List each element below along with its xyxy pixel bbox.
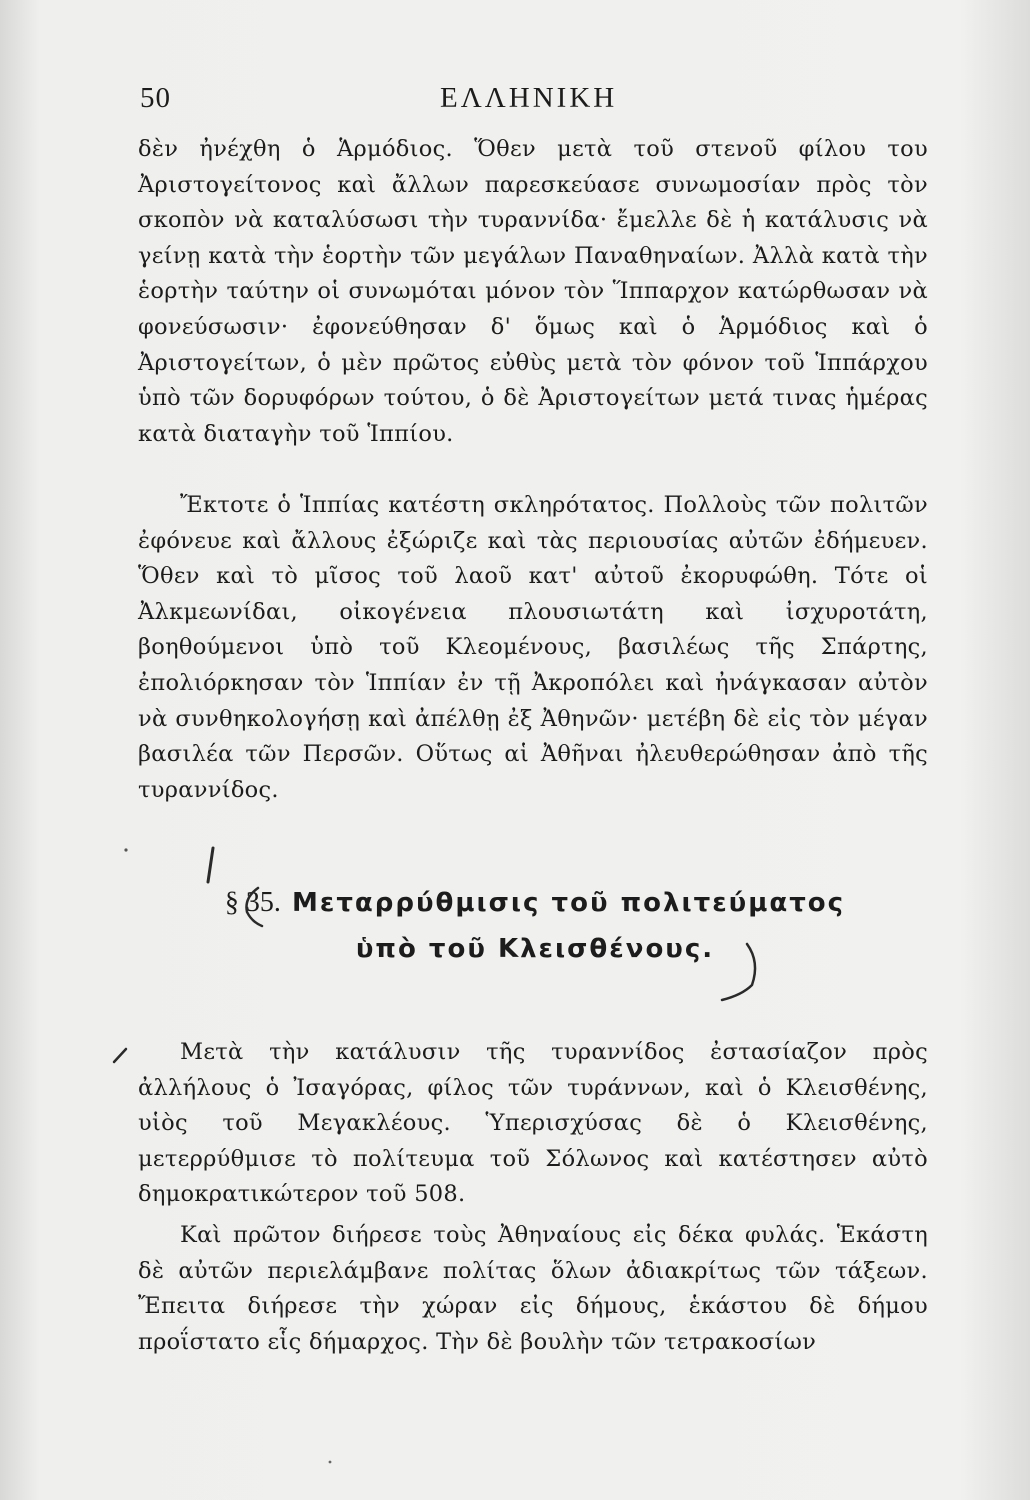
- section-number: § 35.: [224, 887, 281, 918]
- paragraph-4: [138, 1218, 928, 1360]
- paragraph-3-text: Μετὰ τὴν κατάλυσιν τῆς τυραννίδος ἐστασίαζον πρὸς ἀλλήλους ὁ Ἰσαγόρας, φίλος τῶν τυράννων, καὶ ὁ Κλεισθένης, υἱὸς τοῦ Μεγακλέους. Ὑπερισχύσας δὲ ὁ Κλεισθένης, μετερρύθμισε τὸ πολίτευμα τοῦ Σόλωνος καὶ κατέστησεν αὐτὸ δημοκρατικώτερον τοῦ 508.: [138, 1039, 928, 1208]
- paragraph-1: [138, 132, 928, 452]
- ink-speck-2: [329, 1461, 332, 1464]
- section-title-line-1: Μεταρρύθμισις τοῦ πολιτεύματος: [291, 888, 846, 918]
- pencil-margin-tick: [114, 1049, 126, 1062]
- pencil-stroke-vertical: [208, 848, 213, 882]
- paragraph-3: [138, 1035, 928, 1213]
- paragraph-1-text: δὲν ἠνέχθη ὁ Ἁρμόδιος. Ὅθεν μετὰ τοῦ στενοῦ φίλου του Ἀριστογείτονος καὶ ἄλλων παρεσκεύασε συνωμοσίαν πρὸς τὸν σκοπὸν νὰ καταλύσωσι τὴν τυραννίδα· ἔμελλε δὲ ἡ κατάλυσις νὰ γείνῃ κατὰ τὴν ἑορτὴν τῶν μεγάλων Παναθηναίων. Ἀλλὰ κατὰ τὴν ἑορτὴν ταύτην οἱ συνωμόται μόνον τὸν Ἵππαρχον κατώρθωσαν νὰ φονεύσωσιν· ἐφονεύθησαν δ' ὅμως καὶ ὁ Ἁρμόδιος καὶ ὁ Ἀριστογείτων, ὁ μὲν πρῶτος εὐθὺς μετὰ τὸν φόνον τοῦ Ἱππάρχου ὑπὸ τῶν δορυφόρων τούτου, ὁ δὲ Ἀριστογείτων μετά τινας ἡμέρας κατὰ διαταγὴν τοῦ Ἱππίου.: [138, 136, 928, 447]
- paragraph-4-text: Καὶ πρῶτον διήρεσε τοὺς Ἀθηναίους εἰς δέκα φυλάς. Ἑκάστη δὲ αὐτῶν περιελάμβανε πολίτας ὅλων ἀδιακρίτως τῶν τάξεων. Ἔπειτα διήρεσε τὴν χώραν εἰς δήμους, ἑκάστου δὲ δήμου προΐστατο εἷς δήμαρχος. Τὴν δὲ βουλὴν τῶν τετρακοσίων: [138, 1222, 928, 1355]
- running-title: ΕΛΛΗΝΙΚΗ: [440, 82, 618, 114]
- ink-speck: [124, 848, 127, 851]
- section-title-line-2: ὑπὸ τοῦ Κλεισθένους.: [355, 934, 715, 964]
- paragraph-2-text: Ἔκτοτε ὁ Ἱππίας κατέστη σκληρότατος. Πολλοὺς τῶν πολιτῶν ἐφόνευε καὶ ἄλλους ἐξώριζε καὶ τὰς περιουσίας αὐτῶν ἐδήμευεν. Ὅθεν καὶ τὸ μῖσος τοῦ λαοῦ κατ' αὐτοῦ ἐκορυφώθη. Τότε οἱ Ἀλκμεωνίδαι, οἰκογένεια πλουσιωτάτη καὶ ἰσχυροτάτη, βοηθούμενοι ὑπὸ τοῦ Κλεομένους, βασιλέως τῆς Σπάρτης, ἐπολιόρκησαν τὸν Ἱππίαν ἐν τῇ Ἀκροπόλει καὶ ἠνάγκασαν αὐτὸν νὰ συνθηκολογήσῃ καὶ ἀπέλθῃ ἐξ Ἀθηνῶν· μετέβη δὲ εἰς τὸν μέγαν βασιλέα τῶν Περσῶν. Οὕτως αἱ Ἀθῆναι ἠλευθερώθησαν ἀπὸ τῆς τυραννίδος.: [138, 492, 928, 803]
- section-heading-line-1: [140, 880, 930, 926]
- section-heading: [140, 880, 930, 972]
- paragraph-2: [138, 488, 928, 808]
- page-number: 50: [140, 82, 171, 114]
- page-header: [140, 82, 930, 122]
